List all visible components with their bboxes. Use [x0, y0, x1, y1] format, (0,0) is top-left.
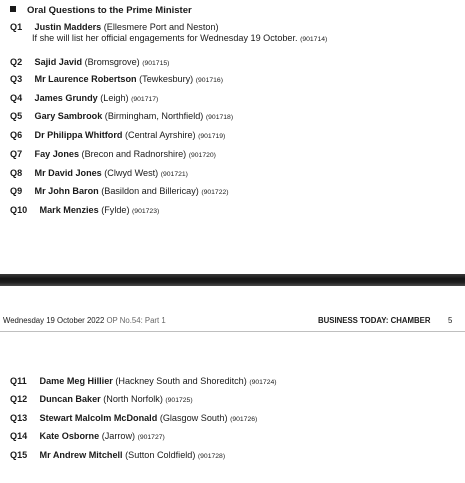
question-ref: (901714) [300, 36, 328, 43]
question-item [10, 149, 216, 161]
constituency: (Jarrow) [101, 431, 136, 441]
header-rule [0, 331, 465, 332]
question-ref: (901720) [188, 152, 216, 159]
constituency: (Birmingham, Northfield) [104, 111, 204, 121]
member-name: James Grundy [34, 93, 98, 103]
question-number: Q4 [10, 93, 23, 103]
member-name: Mr John Baron [34, 186, 99, 196]
constituency: (Hackney South and Shoreditch) [115, 376, 247, 386]
constituency: (Basildon and Billericay) [101, 186, 199, 196]
page-break-divider [0, 274, 465, 286]
constituency: (Central Ayrshire) [124, 130, 196, 140]
question-number: Q1 [10, 22, 23, 32]
section-title [10, 5, 192, 16]
constituency: (Fylde) [101, 205, 130, 215]
question-ref: (901718) [205, 114, 234, 121]
constituency: (Tewkesbury) [139, 74, 194, 84]
question-ref: (901724) [249, 379, 277, 386]
question-item [10, 93, 158, 105]
question-item [10, 74, 223, 86]
constituency: (Clwyd West) [104, 168, 159, 178]
question-text [10, 33, 327, 45]
header-op-number: OP No.54: Part 1 [106, 316, 166, 325]
member-name: Mr Laurence Robertson [34, 74, 137, 84]
question-ref: (901719) [198, 133, 226, 140]
question-number: Q11 [10, 376, 27, 386]
member-name: Fay Jones [34, 149, 80, 159]
question-number: Q9 [10, 186, 23, 196]
question-item [10, 168, 188, 180]
question-ref: (901717) [131, 96, 159, 103]
constituency: (Brecon and Radnorshire) [81, 149, 187, 159]
question-ref: (901726) [230, 416, 258, 423]
header-date: Wednesday 19 October 2022 [3, 316, 105, 325]
section-title-text: Oral Questions to the Prime Minister [27, 5, 192, 16]
member-name: Justin Madders [34, 22, 102, 32]
question-number: Q2 [10, 57, 23, 67]
question-number: Q15 [10, 450, 28, 460]
question-number: Q7 [10, 149, 23, 159]
question-ref: (901723) [132, 208, 160, 215]
constituency: (North Norfolk) [103, 394, 163, 404]
question-ref: (901727) [137, 434, 165, 441]
question-number: Q10 [10, 205, 28, 215]
question-item [10, 431, 165, 443]
member-name: Dr Philippa Whitford [34, 130, 123, 140]
member-name: Gary Sambrook [34, 111, 103, 121]
bullet-square-icon [10, 6, 16, 12]
member-name: Dame Meg Hillier [39, 376, 113, 386]
question-subtext: If she will list her official engagements for Wednesday 19 October. [32, 33, 298, 43]
question-item [10, 376, 277, 388]
member-name: Stewart Malcolm McDonald [39, 413, 158, 423]
constituency: (Ellesmere Port and Neston) [103, 22, 219, 32]
member-name: Mark Menzies [39, 205, 99, 215]
header-left [3, 316, 166, 325]
question-ref: (901721) [160, 171, 188, 178]
constituency: (Sutton Coldfield) [125, 450, 196, 460]
constituency: (Glasgow South) [159, 413, 228, 423]
question-number: Q3 [10, 74, 23, 84]
constituency: (Leigh) [100, 93, 129, 103]
question-number: Q6 [10, 130, 23, 140]
question-number: Q14 [10, 431, 28, 441]
member-name: Duncan Baker [39, 394, 101, 404]
constituency: (Bromsgrove) [84, 57, 140, 67]
running-header [0, 316, 465, 328]
header-page-number: 5 [448, 316, 453, 325]
question-ref: (901722) [201, 189, 229, 196]
question-ref: (901716) [195, 77, 223, 84]
header-section: BUSINESS TODAY: CHAMBER [318, 316, 431, 325]
question-item [10, 111, 233, 123]
question-item [10, 186, 229, 198]
question-item [10, 413, 257, 425]
question-ref: (901725) [165, 397, 193, 404]
member-name: Mr Andrew Mitchell [39, 450, 123, 460]
question-ref: (901715) [142, 60, 170, 67]
question-item [10, 205, 159, 217]
member-name: Mr David Jones [34, 168, 102, 178]
question-number: Q8 [10, 168, 23, 178]
question-item [10, 450, 225, 462]
member-name: Sajid Javid [34, 57, 83, 67]
question-number: Q13 [10, 413, 28, 423]
question-item [10, 57, 169, 69]
question-item [10, 130, 225, 142]
question-item [10, 394, 193, 406]
question-item [10, 22, 327, 45]
question-ref: (901728) [197, 453, 226, 460]
member-name: Kate Osborne [39, 431, 100, 441]
question-number: Q5 [10, 111, 23, 121]
question-number: Q12 [10, 394, 28, 404]
